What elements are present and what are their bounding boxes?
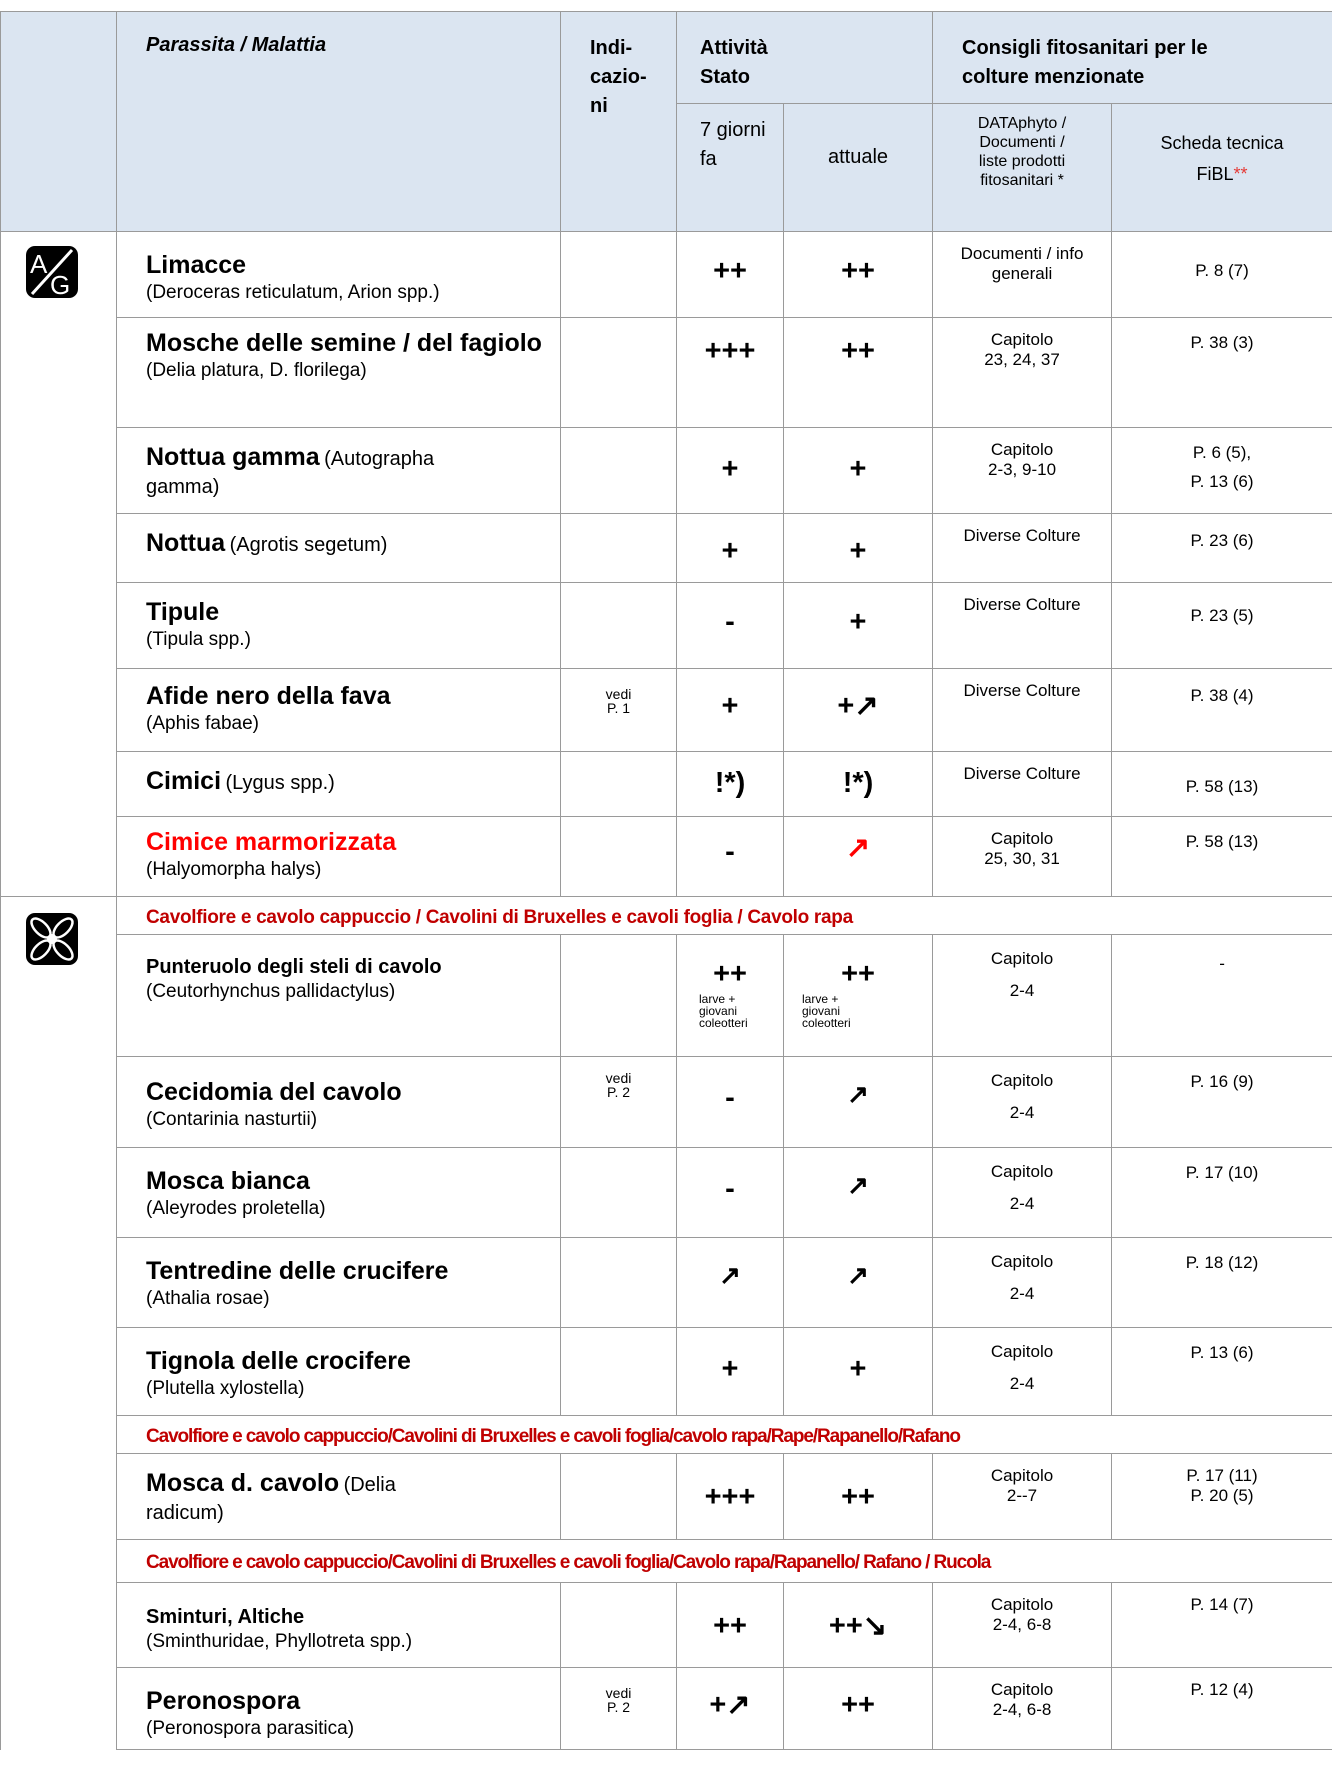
activity-now: + [784,514,933,583]
pest-name-cell: Peronospora (Peronospora parasitica) [117,1668,561,1750]
pest-table [0,11,1332,1750]
indication-cell [561,752,677,817]
activity-now: +↗ [784,669,933,752]
pest-name-cell: Cecidomia del cavolo (Contarinia nasturtii) [117,1057,561,1148]
fibl-cell: P. 13 (6) [1112,1328,1332,1416]
activity-prev: + [677,1328,784,1416]
activity-prev: ↗ [677,1238,784,1328]
dataphyto-cell: Capitolo 2-3, 9-10 [933,428,1112,514]
dataphyto-cell: Capitolo 2-4 [933,1148,1112,1238]
header-blank [1,12,117,232]
fibl-cell: P. 14 (7) [1112,1583,1332,1668]
dataphyto-cell: Capitolo 2-4, 6-8 [933,1583,1112,1668]
pest-name-cell: Tipule (Tipula spp.) [117,583,561,669]
pest-name-cell: Tentredine delle crucifere (Athalia rosae) [117,1238,561,1328]
indication-cell: vedi P. 2 [561,1057,677,1148]
activity-prev: - [677,1148,784,1238]
pest-name-cell: Afide nero della fava (Aphis fabae) [117,669,561,752]
indication-cell [561,1583,677,1668]
activity-now: + [784,1328,933,1416]
table-row [1,1583,1332,1668]
svg-text:G: G [50,270,70,298]
dataphyto-cell: Capitolo 2-4, 6-8 [933,1668,1112,1750]
activity-prev: + [677,669,784,752]
activity-now: + [784,428,933,514]
header-attivita: Attività Stato [677,12,933,104]
indication-cell: vedi P. 1 [561,669,677,752]
activity-now: ++↘ [784,1583,933,1668]
pest-name-cell: Cimici (Lygus spp.) [117,752,561,817]
crop-section-title: Cavolfiore e cavolo cappuccio/Cavolini di Bruxelles e cavoli foglia/Cavolo rapa/Rapanello/ Rafano / Rucola [117,1540,1332,1583]
table-row [1,428,1332,514]
pest-name-cell: Limacce (Deroceras reticulatum, Arion spp.) [117,232,561,318]
activity-now: ++ larve + giovani coleotteri [784,935,933,1057]
dataphyto-cell: Diverse Colture [933,752,1112,817]
fibl-cell: P. 58 (13) [1112,817,1332,897]
indication-cell [561,935,677,1057]
activity-now: + [784,583,933,669]
table-row [1,1328,1332,1416]
ag-icon [26,246,78,298]
fibl-cell: P. 16 (9) [1112,1057,1332,1148]
table-row [1,583,1332,669]
crop-section-title: Cavolfiore e cavolo cappuccio/Cavolini di Bruxelles e cavoli foglia/cavolo rapa/Rape/Rapanello/Rafano [117,1416,1332,1454]
indication-cell [561,1328,677,1416]
table-row [1,1238,1332,1328]
dataphyto-cell: Capitolo 2-4 [933,1057,1112,1148]
activity-now: ↗ [784,1238,933,1328]
activity-prev: + [677,514,784,583]
fibl-cell: P. 38 (3) [1112,318,1332,428]
fibl-cell: P. 17 (10) [1112,1148,1332,1238]
header-parassita: Parassita / Malattia [117,12,561,232]
indication-cell [561,817,677,897]
activity-prev: +++ [677,1454,784,1540]
section-row [1,897,1332,935]
activity-now: ↗ [784,817,933,897]
activity-now: ↗ [784,1057,933,1148]
activity-now: ↗ [784,1148,933,1238]
table-row [1,817,1332,897]
table-row [1,1148,1332,1238]
pest-name-cell: Sminturi, Altiche (Sminthuridae, Phyllotreta spp.) [117,1583,561,1668]
indication-cell [561,428,677,514]
activity-prev: - [677,583,784,669]
pest-name-cell: Mosca d. cavolo (Delia radicum) [117,1454,561,1540]
activity-prev: +↗ [677,1668,784,1750]
table-row [1,514,1332,583]
activity-now: !*) [784,752,933,817]
pest-name-cell: Mosche delle semine / del fagiolo (Delia platura, D. florilega) [117,318,561,428]
group-icon-cell [1,897,117,1750]
table-row [1,1668,1332,1750]
indication-cell [561,1148,677,1238]
fibl-cell: P. 8 (7) [1112,232,1332,318]
table-row [1,669,1332,752]
svg-text:A: A [30,249,48,279]
table-row [1,232,1332,318]
dataphyto-cell: Capitolo 2-4 [933,1238,1112,1328]
dataphyto-cell: Capitolo 2--7 [933,1454,1112,1540]
fibl-cell: P. 23 (5) [1112,583,1332,669]
table-row [1,1057,1332,1148]
header-attuale: attuale [784,104,933,232]
group-icon-cell [1,232,117,897]
activity-prev: - [677,1057,784,1148]
fibl-cell: P. 38 (4) [1112,669,1332,752]
activity-now: ++ [784,232,933,318]
activity-note: larve + giovani coleotteri [677,989,783,1029]
header-consigli: Consigli fitosanitari per le colture menzionate [933,12,1332,104]
fibl-cell: - [1112,935,1332,1057]
header-scheda-fibl: Scheda tecnica FiBL** [1112,104,1332,232]
activity-now: ++ [784,318,933,428]
pest-name-cell: Punteruolo degli steli di cavolo (Ceutorhynchus pallidactylus) [117,935,561,1057]
header-7-giorni: 7 giorni fa [677,104,784,232]
activity-prev: - [677,817,784,897]
dataphyto-cell: Capitolo 2-4 [933,935,1112,1057]
pest-name-cell: Tignola delle crocifere (Plutella xylostella) [117,1328,561,1416]
dataphyto-cell: Diverse Colture [933,669,1112,752]
activity-now: ++ [784,1454,933,1540]
dataphyto-cell: Capitolo 23, 24, 37 [933,318,1112,428]
dataphyto-cell: Diverse Colture [933,514,1112,583]
indication-cell [561,318,677,428]
header-indicazioni: Indi- cazio- ni [561,12,677,232]
indication-cell [561,1238,677,1328]
fibl-cell: P. 17 (11) P. 20 (5) [1112,1454,1332,1540]
activity-prev: + [677,428,784,514]
section-row [1,1416,1332,1454]
pest-name-cell: Mosca bianca (Aleyrodes proletella) [117,1148,561,1238]
indication-cell: vedi P. 2 [561,1668,677,1750]
pest-name-cell: Nottua (Agrotis segetum) [117,514,561,583]
table-row [1,935,1332,1057]
fibl-cell: P. 6 (5), P. 13 (6) [1112,428,1332,514]
dataphyto-cell: Documenti / info generali [933,232,1112,318]
indication-cell [561,1454,677,1540]
pest-name-cell: Cimice marmorizzata (Halyomorpha halys) [117,817,561,897]
fibl-cell: P. 58 (13) [1112,752,1332,817]
activity-note: larve + giovani coleotteri [784,989,932,1029]
header-dataphyto: DATAphyto / Documenti / liste prodotti fitosanitari * [933,104,1112,232]
crop-section-title: Cavolfiore e cavolo cappuccio / Cavolini di Bruxelles e cavoli foglia / Cavolo rapa [117,897,1332,935]
fibl-cell: P. 12 (4) [1112,1668,1332,1750]
fibl-cell: P. 18 (12) [1112,1238,1332,1328]
pest-name-cell: Nottua gamma (Autographa gamma) [117,428,561,514]
indication-cell [561,232,677,318]
activity-prev: ++ [677,232,784,318]
activity-now: ++ [784,1668,933,1750]
activity-prev: ++ larve + giovani coleotteri [677,935,784,1057]
table-row [1,318,1332,428]
dataphyto-cell: Capitolo 2-4 [933,1328,1112,1416]
table-row [1,1454,1332,1540]
section-row [1,1540,1332,1583]
dataphyto-cell: Capitolo 25, 30, 31 [933,817,1112,897]
dataphyto-cell: Diverse Colture [933,583,1112,669]
indication-cell [561,514,677,583]
activity-prev: +++ [677,318,784,428]
activity-prev: ++ [677,1583,784,1668]
flower-icon [26,913,78,965]
activity-prev: !*) [677,752,784,817]
table-row [1,752,1332,817]
fibl-cell: P. 23 (6) [1112,514,1332,583]
indication-cell [561,583,677,669]
